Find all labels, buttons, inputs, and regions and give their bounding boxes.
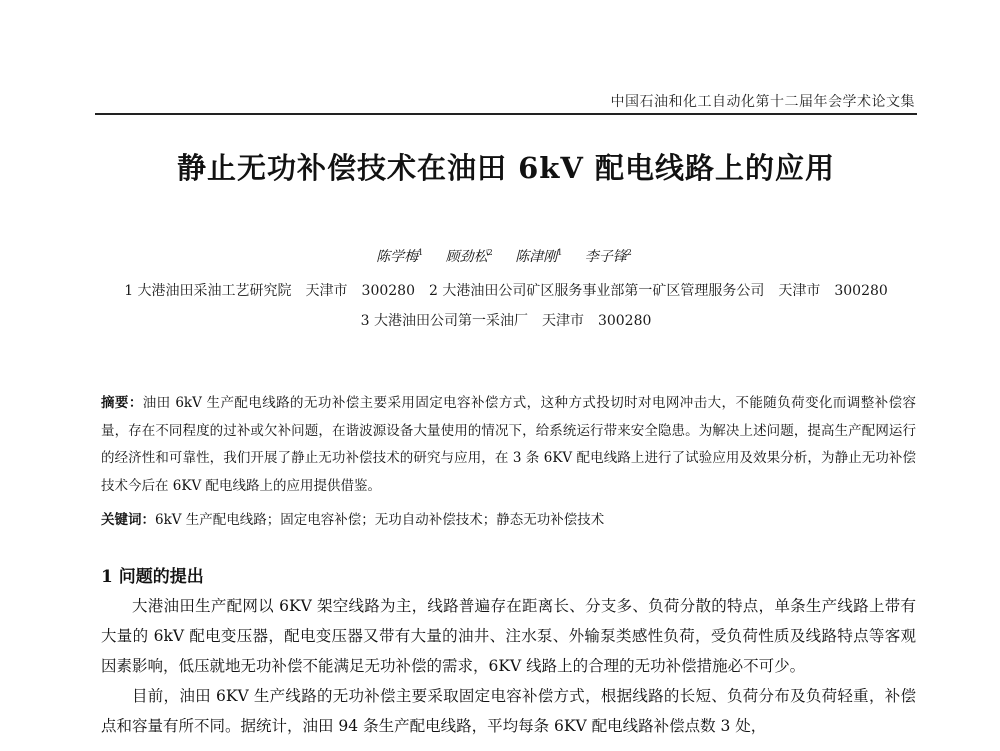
running-head: 中国石油和化工自动化第十二届年会学术论文集 [610, 94, 915, 110]
affiliation-line: 3 大港油田公司第一采油厂 天津市 300280 [360, 313, 652, 329]
author-affiliation-mark: 1 [418, 248, 424, 258]
keywords [101, 508, 916, 532]
abstract-text: 油田 6kV 生产配电线路的无功补偿主要采用固定电容补偿方式，这种方式投切时对电网冲击大，不能随负荷变化而调整补偿容量，存在不同程度的过补或欠补问题，在谐波源设备大量使用的情况下，给系统运行带来安全隐患。为解决上述问题，提高生产配网运行的经济性和可靠性，我们开展了静止无功补偿技术的研究与应用，在 3 条 6KV 配电线路上进行了试验应用及效果分析，为静止无功补偿技术今后在 6KV 配电线路上的应用提供借鉴。 [101, 395, 916, 494]
author-affiliation-mark: 2 [487, 248, 493, 258]
author-affiliation-mark: 1 [557, 248, 563, 258]
section-heading: 1 问题的提出 [101, 567, 204, 587]
affiliation-line: 1 大港油田采油工艺研究院 天津市 300280 2 大港油田公司矿区服务事业部第一矿区管理服务公司 天津市 300280 [124, 283, 888, 299]
author-name: 陈津刚 [515, 249, 558, 265]
author-affiliation-mark: 2 [626, 248, 632, 258]
paper-title: 静止无功补偿技术在油田 6kV 配电线路上的应用 [177, 151, 835, 185]
abstract-label: 摘要： [101, 395, 143, 411]
author-name: 李子锋 [584, 249, 627, 265]
body-paragraph: 大港油田生产配网以 6KV 架空线路为主，线路普遍存在距离长、分支多、负荷分散的特点，单条生产线路上带有大量的 6kV 配电变压器，配电变压器又带有大量的油井、注水泵、外输泵类感性负荷，受负荷性质及线路特点等客观因素影响，低压就地无功补偿不能满足无功补偿的需求，6KV 线路上的合理的无功补偿措施必不可少。 [101, 597, 916, 675]
author-list [100, 246, 912, 266]
author-name: 陈学梅 [376, 249, 419, 265]
keywords-text: 6kV 生产配电线路；固定电容补偿；无功自动补偿技术；静态无功补偿技术 [155, 512, 605, 528]
section-body [101, 591, 916, 741]
body-paragraph: 目前，油田 6KV 生产线路的无功补偿主要采取固定电容补偿方式，根据线路的长短、负荷分布及负荷轻重，补偿点和容量有所不同。据统计，油田 94 条生产配电线路，平均每条 6KV 配电线路补偿点数 3 处， [101, 687, 916, 735]
abstract [101, 390, 916, 500]
keywords-label: 关键词： [101, 512, 155, 528]
author-name: 顾劲松 [445, 249, 488, 265]
header-rule [95, 113, 917, 115]
